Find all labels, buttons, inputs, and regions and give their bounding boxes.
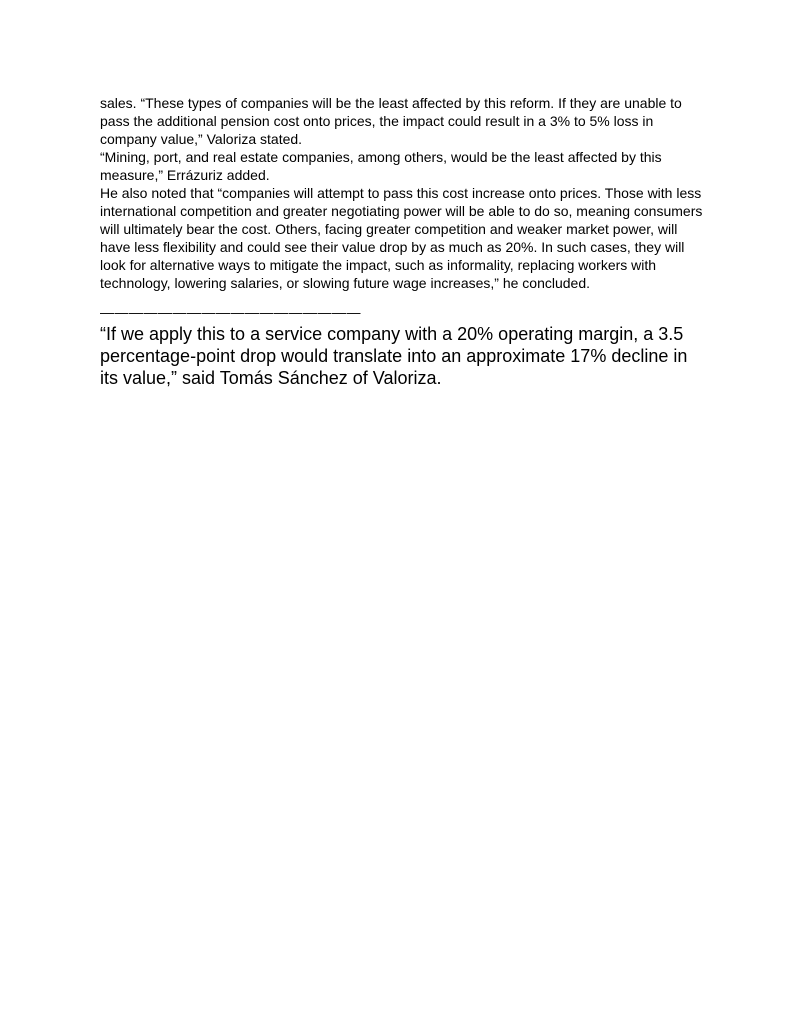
article-paragraph: sales. “These types of companies will be the least affected by this reform. If they are unable to pass the additional pension cost onto prices, the impact could result in a 3% to 5% loss in company value,” Valoriza stated. <box>100 95 682 147</box>
pull-quote: “If we apply this to a service company with a 20% operating margin, a 3.5 percentage-point drop would translate into an approximate 17% decline in its value,” said Tomás Sánchez of Valoriza. <box>100 324 688 388</box>
article-body <box>100 94 705 292</box>
section-divider: —————————————————— <box>100 304 361 320</box>
article-paragraph: He also noted that “companies will attempt to pass this cost increase onto prices. Those with less international competition and greater negotiating power will be able to do so, meaning consumers will ultimately bear the cost. Others, facing greater competition and weaker market power, will have less flexibility and could see their value drop by as much as 20%. In such cases, they will look for alternative ways to mitigate the impact, such as informality, replacing workers with technology, lowering salaries, or slowing future wage increases,” he concluded. <box>100 185 703 291</box>
article-paragraph: “Mining, port, and real estate companies, among others, would be the least affected by this measure,” Errázuriz added. <box>100 149 662 183</box>
document-page <box>100 94 705 389</box>
